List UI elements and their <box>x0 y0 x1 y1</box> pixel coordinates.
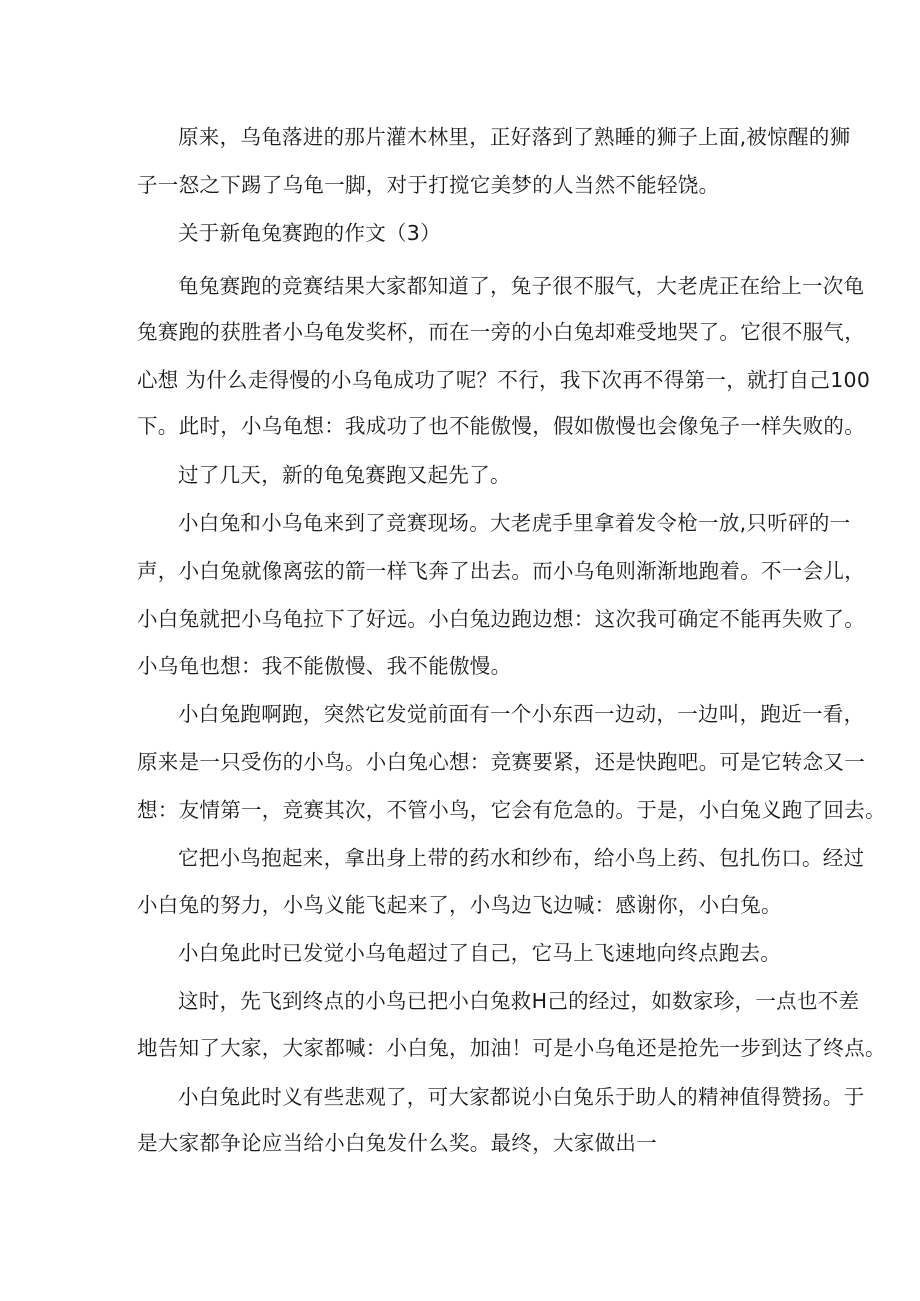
text-line: 声，小白兔就像离弦的箭一样飞奔了出去。而小乌龟则渐渐地跑着。不一会儿， <box>137 559 865 583</box>
text-line: 心想 为什么走得慢的小乌龟成功了呢？不行，我下次再不得第一，就打自己100 <box>137 368 871 392</box>
text-line: 过了几天，新的龟兔赛跑又起先了。 <box>178 463 511 487</box>
text-line: 小白兔和小乌龟来到了竞赛现场。大老虎手里拿着发令枪一放,只听砰的一 <box>178 511 851 535</box>
text-line: 原来是一只受伤的小鸟。小白兔心想：竞赛要紧，还是快跑吧。可是它转念又一 <box>137 750 865 774</box>
text-line: 小白兔跑啊跑，突然它发觉前面有一个小东西一边动，一边叫，跑近一看， <box>178 702 865 726</box>
text-line: 想：友情第一，竞赛其次，不管小鸟，它会有危急的。于是，小白兔义跑了回去。 <box>137 798 886 822</box>
text-line: 小白兔的努力，小鸟义能飞起来了，小鸟边飞边喊：感谢你，小白兔。 <box>137 893 782 917</box>
text-line: 小白兔此时义有些悲观了，可大家都说小白兔乐于助人的精神值得赞扬。于 <box>178 1085 865 1109</box>
text-line: 下。此时，小乌龟想：我成功了也不能傲慢，假如傲慢也会像兔子一样失败的。 <box>137 414 865 438</box>
text-line: 龟兔赛跑的竞赛结果大家都知道了，兔子很不服气，大老虎正在给上一次龟 <box>178 274 865 298</box>
text-line: 是大家都争论应当给小白兔发什么奖。最终，大家做出一 <box>137 1131 657 1155</box>
text-line: 小乌龟也想：我不能傲慢、我不能傲慢。 <box>137 654 512 678</box>
text-line: 原来，乌龟落进的那片灌木林里，正好落到了熟睡的狮子上面,被惊醒的狮 <box>178 125 851 149</box>
text-line: 小白兔就把小乌龟拉下了好远。小白兔边跑边想：这次我可确定不能再失败了。 <box>137 607 865 631</box>
text-line: 这时，先飞到终点的小鸟已把小白兔救H己的经过，如数家珍，一点也不差 <box>178 989 860 1013</box>
section-heading: 关于新龟兔赛跑的作文（3） <box>178 221 441 245</box>
text-line: 小白兔此时已发觉小乌龟超过了自己，它马上飞速地向终点跑去。 <box>178 941 782 965</box>
text-line: 子一怒之下踢了乌龟一脚，对于打搅它美梦的人当然不能轻饶。 <box>137 173 720 197</box>
text-line: 地告知了大家，大家都喊：小白兔，加油！可是小乌龟还是抢先一步到达了终点。 <box>137 1036 886 1060</box>
text-line: 兔赛跑的获胜者小乌龟发奖杯，而在一旁的小白兔却难受地哭了。它很不服气， <box>137 320 865 344</box>
text-line: 它把小鸟抱起来，拿出身上带的药水和纱布，给小鸟上药、包扎伤口。经过 <box>178 846 865 870</box>
